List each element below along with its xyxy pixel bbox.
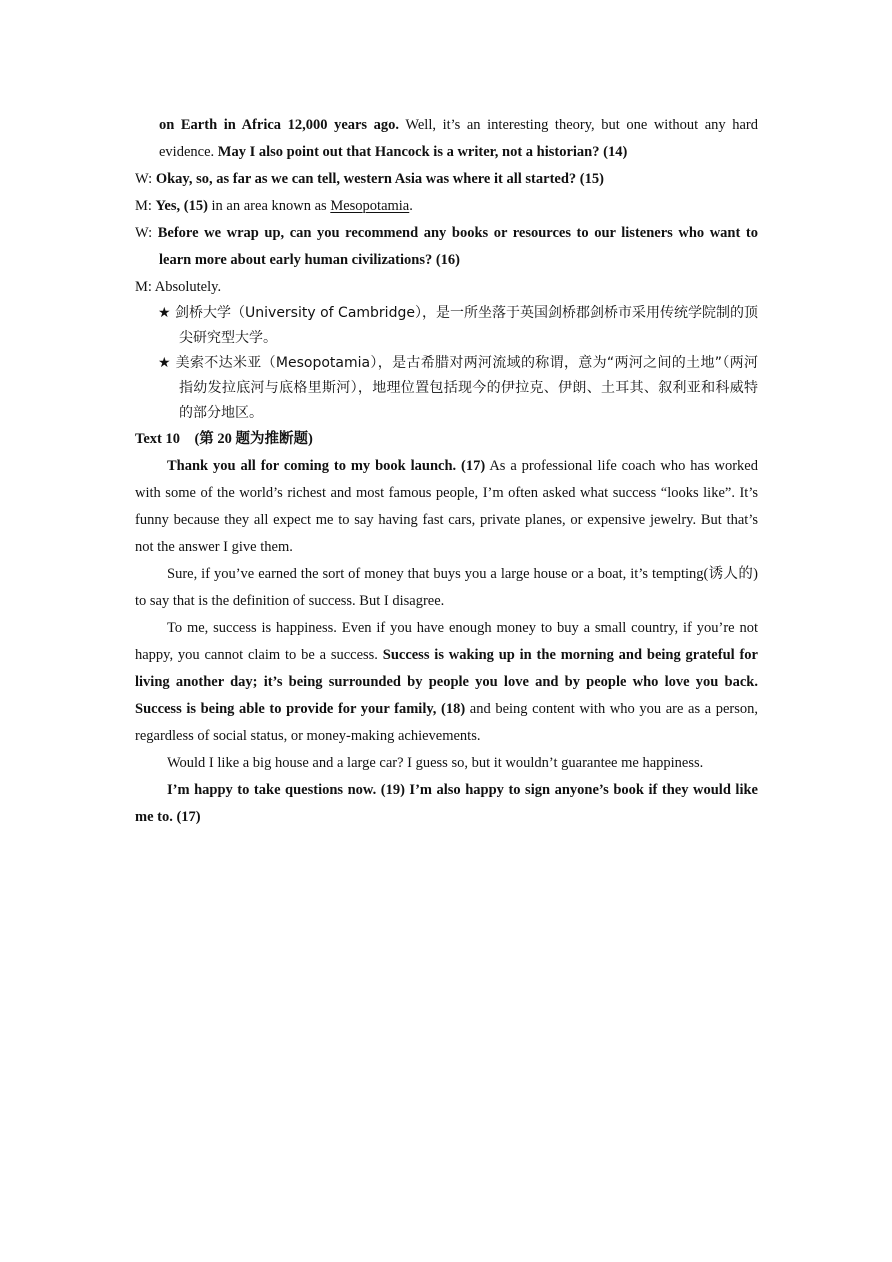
dialogue-line-m: M: Absolutely. bbox=[135, 279, 222, 295]
plain-text: in an area known as bbox=[207, 198, 331, 214]
note-cambridge bbox=[135, 301, 758, 351]
dialogue-line-m bbox=[135, 193, 758, 220]
plain-text: and being content with who you are as a person, regardless of social status, or money-making achievements. bbox=[135, 701, 759, 744]
underlined-term: Mesopotamia bbox=[330, 198, 410, 214]
dialogue-line-continued bbox=[135, 112, 758, 166]
bold-text: Yes, (15) bbox=[155, 198, 208, 214]
bold-text: Thank you all for coming to my book launch. (17) bbox=[167, 458, 486, 474]
plain-text: To me, success is happiness. Even if you have enough money to buy a small country, if you’re not happy, you cannot claim to be a success. bbox=[135, 620, 758, 663]
paragraph-1 bbox=[135, 453, 758, 561]
paragraph-4: Would I like a big house and a large car? I guess so, but it wouldn’t guarantee me happiness. bbox=[167, 755, 704, 771]
plain-text: Well, it’s an interesting theory, but one without any hard evidence. bbox=[159, 117, 758, 160]
bold-text: Success is waking up in the morning and being grateful for living another day; it’s being surrounded by people you love and by people who love you back. Success is being able to provide for your family, (18) bbox=[135, 647, 758, 717]
bold-text: Okay, so, as far as we can tell, western Asia was where it all started? (15) bbox=[155, 171, 604, 187]
note-text: 剑桥大学（University of Cambridge），是一所坐落于英国剑桥郡剑桥市采用传统学院制的顶尖研究型大学。 bbox=[175, 305, 758, 346]
paragraph-2: Sure, if you’ve earned the sort of money that buys you a large house or a boat, it’s tempting(诱人的) to say that is the definition of success. But I disagree. bbox=[135, 566, 758, 609]
star-icon: ★ bbox=[158, 355, 171, 371]
speaker-label: M: bbox=[135, 198, 156, 214]
bold-text: on Earth in Africa 12,000 years ago. bbox=[159, 117, 400, 133]
paragraph-5 bbox=[135, 777, 758, 831]
plain-text: As a professional life coach who has worked with some of the world’s richest and most famous people, I’m often asked what success “looks like”. It’s funny because they all expect me to say having fast cars, private planes, or expensive jewelry. But that’s not the answer I give them. bbox=[135, 458, 758, 555]
speaker-label: W: bbox=[135, 171, 156, 187]
star-icon: ★ bbox=[158, 305, 171, 321]
document-page bbox=[135, 112, 758, 831]
bold-text: I’m happy to take questions now. (19) I’m also happy to sign anyone’s book if they would like me to. (17) bbox=[135, 782, 758, 825]
bold-text: Before we wrap up, can you recommend any books or resources to our listeners who want to learn more about early human civilizations? (16) bbox=[157, 225, 758, 268]
heading-text: Text 10 (第 20 题为推断题) bbox=[135, 431, 313, 447]
speaker-label: W: bbox=[135, 225, 158, 241]
dialogue-line-w bbox=[135, 220, 758, 274]
paragraph-3 bbox=[135, 615, 758, 750]
section-heading bbox=[135, 426, 758, 453]
plain-text: . bbox=[409, 198, 413, 214]
dialogue-line-w bbox=[135, 166, 758, 193]
note-mesopotamia bbox=[135, 351, 758, 426]
bold-text: May I also point out that Hancock is a writer, not a historian? (14) bbox=[217, 144, 628, 160]
note-text: 美索不达米亚（Mesopotamia），是古希腊对两河流域的称谓，意为“两河之间的土地”（两河指幼发拉底河与底格里斯河），地理位置包括现今的伊拉克、伊朗、土耳其、叙利亚和科威特的部分地区。 bbox=[175, 355, 758, 421]
